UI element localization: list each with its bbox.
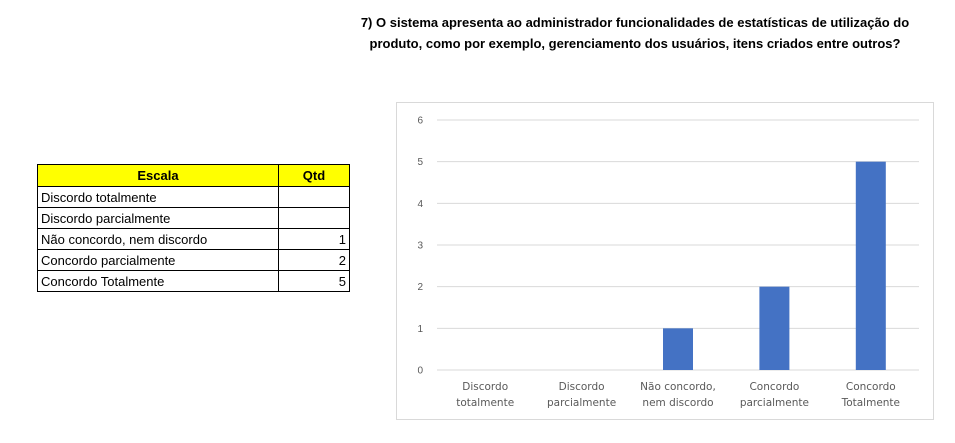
cell-qtd xyxy=(279,208,350,229)
cell-escala: Concordo Totalmente xyxy=(38,271,279,292)
table-row xyxy=(38,229,350,250)
x-tick-label: parcialmente xyxy=(547,397,617,409)
y-tick-label: 4 xyxy=(417,198,423,210)
bar-chart xyxy=(396,102,934,420)
y-tick-label: 6 xyxy=(417,115,423,127)
table-row xyxy=(38,271,350,292)
table-row xyxy=(38,187,350,208)
x-tick-label: Discordo xyxy=(558,381,605,393)
cell-qtd xyxy=(279,187,350,208)
cell-qtd: 1 xyxy=(279,229,350,250)
cell-qtd: 2 xyxy=(279,250,350,271)
header-escala: Escala xyxy=(38,165,279,187)
table-header-row xyxy=(38,165,350,187)
x-tick-label: Totalmente xyxy=(841,397,901,409)
table-row xyxy=(38,208,350,229)
x-tick-label: Não concordo, xyxy=(640,381,716,393)
cell-escala: Discordo parcialmente xyxy=(38,208,279,229)
y-tick-label: 3 xyxy=(417,240,423,252)
cell-qtd: 5 xyxy=(279,271,350,292)
bar xyxy=(663,328,693,370)
cell-escala: Discordo totalmente xyxy=(38,187,279,208)
cell-escala: Concordo parcialmente xyxy=(38,250,279,271)
y-tick-label: 1 xyxy=(417,323,423,335)
x-tick-label: nem discordo xyxy=(642,397,714,409)
x-tick-label: Concordo xyxy=(845,381,896,393)
y-tick-label: 5 xyxy=(417,157,423,169)
chart-svg xyxy=(397,103,933,419)
x-tick-label: Concordo xyxy=(749,381,800,393)
bar xyxy=(759,287,789,370)
question-title xyxy=(340,12,930,54)
bar xyxy=(856,162,886,370)
question-line-2: produto, como por exemplo, gerenciamento dos usuários, itens criados entre outros? xyxy=(369,36,901,51)
y-tick-label: 0 xyxy=(417,365,423,377)
header-qtd: Qtd xyxy=(279,165,350,187)
scale-table xyxy=(37,164,350,292)
x-tick-label: parcialmente xyxy=(739,397,809,409)
x-tick-label: totalmente xyxy=(456,397,515,409)
y-tick-label: 2 xyxy=(417,282,423,294)
cell-escala: Não concordo, nem discordo xyxy=(38,229,279,250)
question-line-1: 7) O sistema apresenta ao administrador funcionalidades de estatísticas de utilização do xyxy=(360,15,910,30)
table-row xyxy=(38,250,350,271)
x-tick-label: Discordo xyxy=(462,381,509,393)
